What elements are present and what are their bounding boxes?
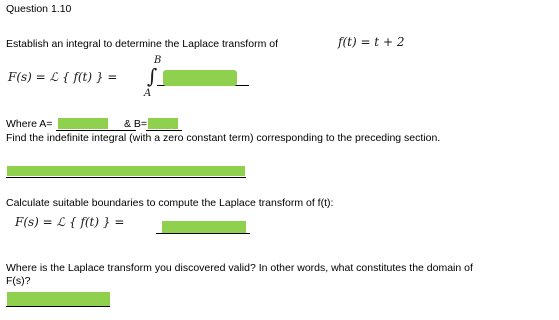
function-expression: f(t) = t + 2: [338, 35, 405, 49]
where-a-label: Where A=: [6, 118, 53, 130]
indefinite-prompt: Find the indefinite integral (with a zero constant term) corresponding to the preceding section.: [6, 132, 441, 144]
b-answer-line: [146, 130, 182, 131]
lower-limit-label: A: [144, 88, 152, 99]
question-prompt: Establish an integral to determine the Laplace transform of: [6, 38, 278, 50]
domain-question-line2: F(s)?: [6, 275, 31, 287]
domain-answer-box[interactable]: [7, 292, 110, 306]
upper-limit-label: B: [154, 55, 162, 66]
integrand-answer-box[interactable]: [163, 70, 237, 86]
b-label: & B=: [124, 118, 148, 130]
a-answer-box[interactable]: [58, 118, 108, 129]
integral-sign: ∫: [147, 64, 158, 88]
domain-question-line1: Where is the Laplace transform you discovered valid? In other words, what constitutes the domain of: [6, 262, 473, 274]
indefinite-answer-line: [6, 177, 246, 178]
domain-answer-line: [6, 306, 110, 307]
boundaries-lhs: F(s) = ℒ { f(t) } =: [15, 215, 125, 229]
laplace-definition-lhs: F(s) = ℒ { f(t) } =: [8, 70, 118, 84]
boundaries-prompt: Calculate suitable boundaries to compute the Laplace transform of f(t):: [6, 197, 334, 209]
boundaries-answer-line: [156, 233, 250, 234]
indefinite-answer-box[interactable]: [7, 166, 245, 176]
question-title: Question 1.10: [6, 3, 72, 15]
b-answer-box[interactable]: [148, 118, 178, 129]
boundaries-answer-box[interactable]: [162, 221, 246, 233]
